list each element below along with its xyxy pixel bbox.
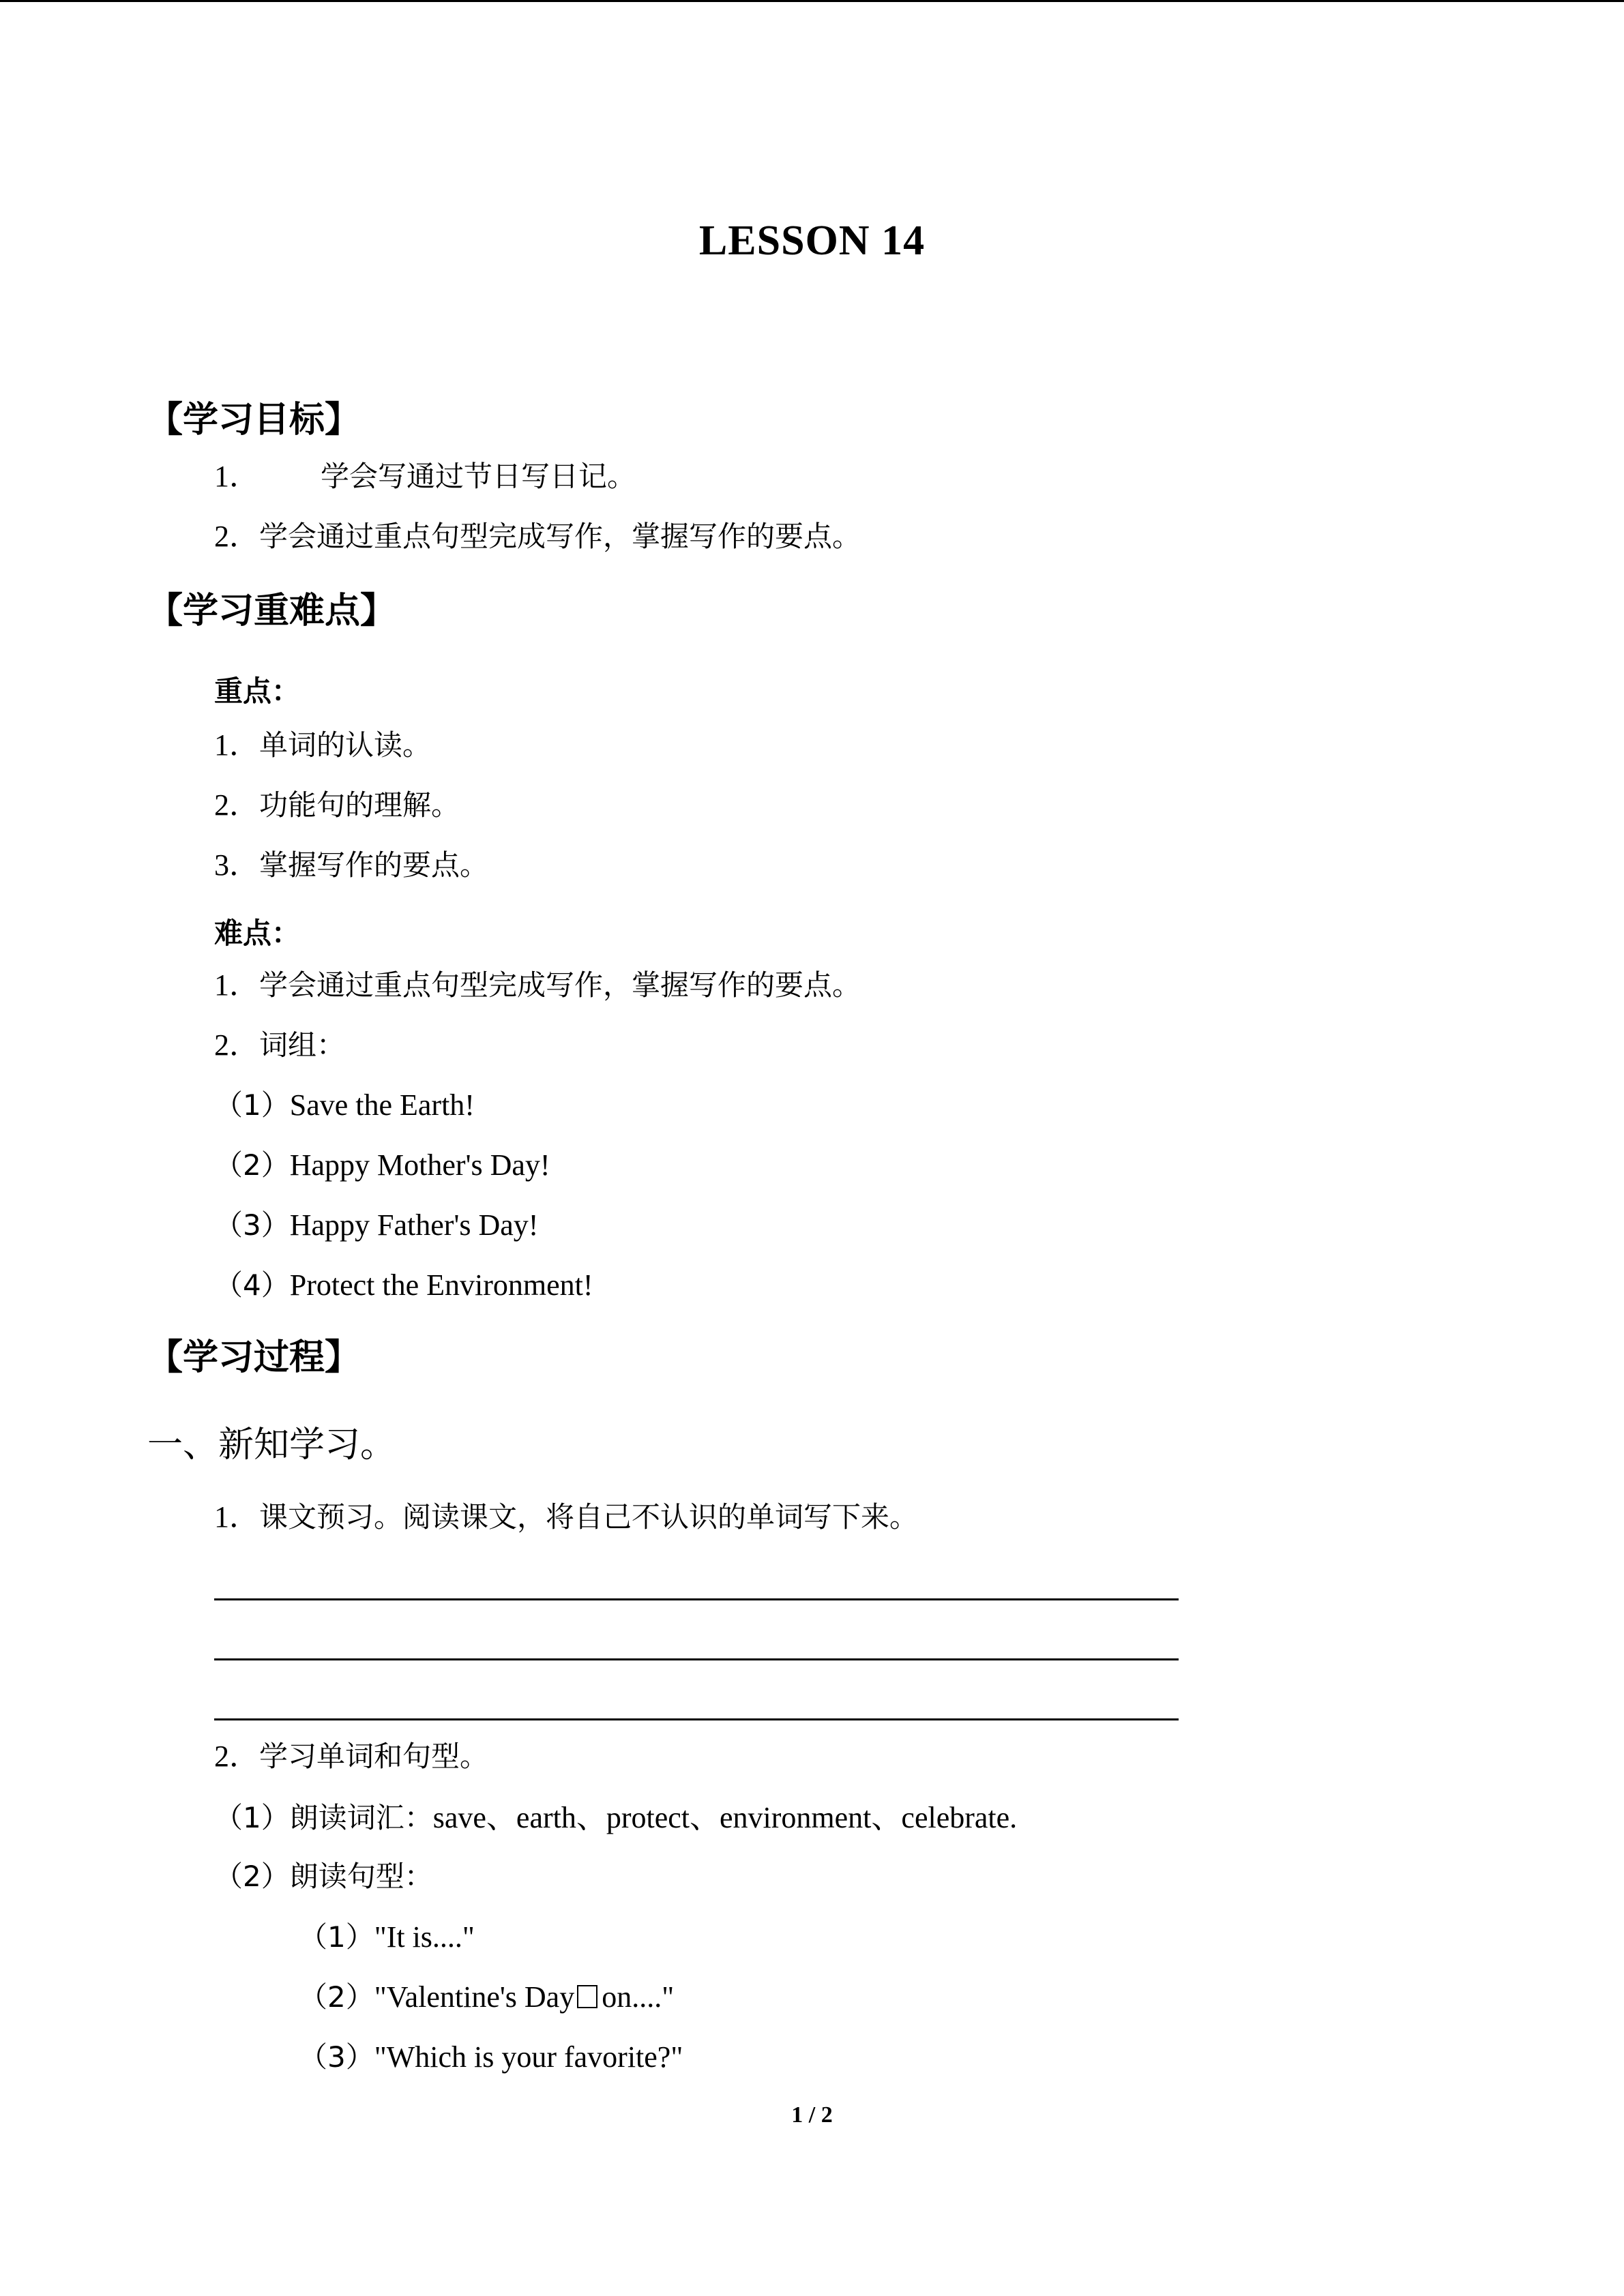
objective-text: 学会写通过节日写日记。 <box>321 460 636 493</box>
focus-item <box>214 848 488 884</box>
answer-line[interactable] <box>214 1598 1179 1600</box>
step-item <box>214 1739 488 1775</box>
focus-text: 单词的认读。 <box>259 728 432 762</box>
difficulty-item <box>214 1028 345 1064</box>
missing-glyph-box <box>577 1985 597 2008</box>
sentence-item <box>299 1980 674 2016</box>
phrase-item <box>214 1208 538 1244</box>
phrase-number: （3） <box>214 1208 290 1242</box>
objective-item <box>214 459 636 495</box>
vocab-words: save、earth、protect、environment、celebrate. <box>432 1801 1018 1834</box>
focus-text: 掌握写作的要点。 <box>259 848 489 882</box>
phrase-item <box>214 1148 550 1184</box>
phrase-text: Happy Father's Day! <box>289 1208 539 1242</box>
phrase-number: （1） <box>214 1088 290 1122</box>
objective-text: 学会通过重点句型完成写作，掌握写作的要点。 <box>259 520 861 553</box>
objectives-heading: 【学习目标】 <box>147 400 361 441</box>
phrase-number: （2） <box>214 1148 290 1182</box>
sentence-number: （2） <box>299 1980 374 2014</box>
sentence-text: "It is...." <box>374 1920 475 1954</box>
difficulty-text: 学会通过重点句型完成写作，掌握写作的要点。 <box>259 968 861 1002</box>
focus-label: 重点： <box>214 674 301 708</box>
sentence-text: "Which is your favorite?" <box>374 2040 683 2074</box>
sentence-item <box>299 2040 683 2076</box>
section-title: 一、新知学习。 <box>147 1425 396 1465</box>
process-heading: 【学习过程】 <box>147 1337 361 1378</box>
vocab-number: （1） <box>214 1801 290 1834</box>
patterns-label: 朗读句型： <box>289 1860 433 1893</box>
step-number: 1． <box>214 1500 259 1534</box>
objective-item <box>214 519 861 555</box>
phrase-item <box>214 1268 593 1304</box>
difficulty-number: 2． <box>214 1028 259 1062</box>
sentence-number: （1） <box>299 1920 374 1954</box>
objective-number: 2． <box>214 520 259 553</box>
patterns-item <box>214 1859 433 1895</box>
step-item <box>214 1500 918 1536</box>
answer-line[interactable] <box>214 1658 1179 1660</box>
page-number: 1 / 2 <box>791 2102 833 2128</box>
phrase-number: （4） <box>214 1268 290 1302</box>
difficulty-item <box>214 968 861 1004</box>
focus-number: 2． <box>214 788 259 822</box>
difficulty-number: 1． <box>214 968 259 1002</box>
phrase-text: Happy Mother's Day! <box>289 1148 550 1182</box>
focus-item <box>214 728 431 764</box>
sentence-number: （3） <box>299 2040 374 2074</box>
difficulty-text: 词组： <box>259 1028 346 1062</box>
patterns-number: （2） <box>214 1860 290 1893</box>
focus-number: 1． <box>214 728 259 762</box>
step-text: 课文预习。阅读课文，将自己不认识的单词写下来。 <box>259 1500 919 1534</box>
difficulty-label: 难点： <box>214 916 301 950</box>
step-text: 学习单词和句型。 <box>259 1740 489 1773</box>
focus-number: 3． <box>214 848 259 882</box>
step-number: 2． <box>214 1740 259 1773</box>
sentence-text-before: "Valentine's Day <box>374 1980 575 2014</box>
focus-item <box>214 788 460 824</box>
focus-text: 功能句的理解。 <box>259 788 460 822</box>
key-points-heading: 【学习重难点】 <box>147 591 396 631</box>
answer-line[interactable] <box>214 1718 1179 1720</box>
phrase-text: Save the Earth! <box>289 1088 475 1122</box>
sentence-text-after: on...." <box>602 1980 675 2014</box>
phrase-text: Protect the Environment! <box>289 1268 593 1302</box>
phrase-item <box>214 1088 475 1124</box>
sentence-item <box>299 1920 475 1956</box>
lesson-title: LESSON 14 <box>698 218 926 264</box>
objective-number: 1． <box>214 460 259 493</box>
vocab-label: 朗读词汇： <box>289 1801 433 1834</box>
vocab-item <box>214 1800 1017 1836</box>
